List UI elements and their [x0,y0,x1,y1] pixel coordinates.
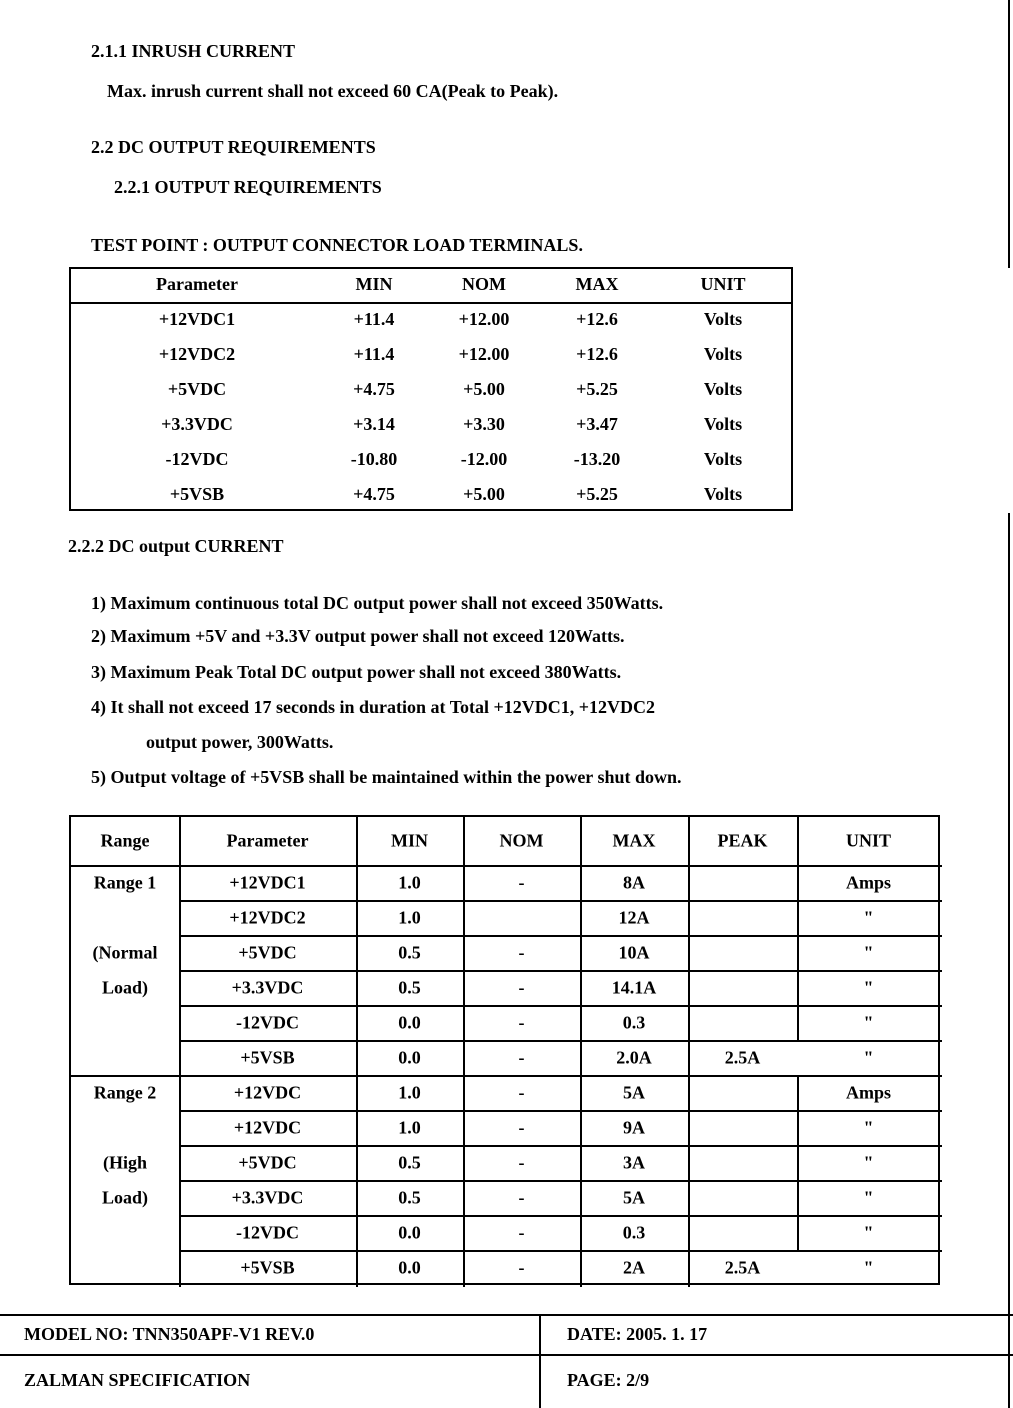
current-table-row-line [179,1040,942,1042]
inrush-text: Max. inrush current shall not exceed 60 CA(Peak to Peak). [107,81,559,101]
current-cell-min: 1.0 [398,1117,421,1137]
voltage-cell-unit: Volts [703,379,743,399]
footer-date: DATE: 2005. 1. 17 [567,1324,708,1344]
current-cell-parameter: +5VDC [238,1152,297,1172]
voltage-cell-unit: Volts [703,344,743,364]
current-table-row-line [179,935,942,937]
current-cell-max: 2A [623,1257,645,1277]
current-cell-nom: - [518,1047,525,1067]
current-cell-max: 12A [618,907,650,927]
voltage-cell-min: +11.4 [353,344,395,364]
voltage-header-nom: NOM [462,274,506,294]
voltage-cell-nom: +12.00 [458,309,510,329]
current-table-col-line [688,817,690,1287]
current-cell-min: 1.0 [398,1082,421,1102]
current-table-col-line [797,817,799,1040]
current-cell-nom: - [518,1257,525,1277]
current-cell-parameter: +5VSB [240,1257,295,1277]
current-cell-parameter: +3.3VDC [231,1187,304,1207]
voltage-cell-parameter: -12VDC [165,449,229,469]
voltage-cell-max: +12.6 [576,344,618,364]
voltage-cell-max: +5.25 [576,379,618,399]
current-cell-unit: " [863,1222,874,1242]
voltage-cell-min: +3.14 [353,414,395,434]
current-table-row-line [179,1250,942,1252]
voltage-cell-nom: +5.00 [463,379,505,399]
voltage-header-min: MIN [355,274,393,294]
voltage-cell-unit: Volts [703,414,743,434]
voltage-cell-parameter: +12VDC2 [158,344,236,364]
voltage-cell-parameter: +5VDC [167,379,227,399]
right-border-top [1008,0,1010,268]
current-cell-max: 14.1A [611,977,657,997]
current-cell-parameter: +3.3VDC [231,977,304,997]
voltage-cell-max: +3.47 [576,414,618,434]
current-cell-unit: " [863,1012,874,1032]
range2-label: Range 2 [93,1082,157,1102]
current-cell-unit: " [863,1187,874,1207]
output-req-title: 2.2.1 OUTPUT REQUIREMENTS [114,177,382,197]
current-cell-max: 5A [623,1187,645,1207]
current-cell-peak: 2.5A [724,1047,761,1067]
range2-label: (High [102,1152,148,1172]
current-cell-min: 0.5 [398,942,421,962]
current-cell-unit: " [863,1047,874,1067]
current-cell-max: 10A [618,942,650,962]
current-table-row-line [179,1145,942,1147]
current-cell-parameter: +5VSB [240,1047,295,1067]
voltage-cell-nom: +3.30 [463,414,505,434]
current-cell-min: 0.5 [398,1152,421,1172]
current-table-col-line [463,817,465,1287]
current-cell-parameter: -12VDC [236,1012,299,1032]
current-cell-parameter: -12VDC [236,1222,299,1242]
footer-model: MODEL NO: TNN350APF-V1 REV.0 [24,1324,315,1344]
note-4: 4) It shall not exceed 17 seconds in duration at Total +12VDC1, +12VDC2 [91,697,656,717]
current-cell-peak: 2.5A [724,1257,761,1277]
current-cell-unit: " [863,977,874,997]
current-cell-min: 1.0 [398,907,421,927]
current-cell-min: 1.0 [398,872,421,892]
voltage-table [69,267,793,511]
voltage-cell-parameter: +12VDC1 [158,309,236,329]
inrush-title: 2.1.1 INRUSH CURRENT [91,41,296,61]
range1-label: Load) [101,977,149,997]
current-header-range: Range [100,830,150,851]
current-header-nom: NOM [499,830,544,851]
current-cell-min: 0.0 [398,1222,421,1242]
dc-output-title: 2.2 DC OUTPUT REQUIREMENTS [91,137,376,157]
voltage-cell-nom: +12.00 [458,344,510,364]
current-table-row-line [179,900,942,902]
footer-divider [539,1314,541,1408]
current-cell-nom: - [518,872,525,892]
voltage-cell-parameter: +5VSB [169,484,225,504]
current-cell-max: 0.3 [622,1222,646,1242]
range2-label: Load) [101,1187,149,1207]
current-cell-parameter: +12VDC1 [229,872,306,892]
current-header-unit: UNIT [845,830,892,851]
current-cell-max: 8A [623,872,645,892]
current-cell-unit: " [863,942,874,962]
current-cell-nom: - [518,1012,525,1032]
current-table-row-line [179,1215,942,1217]
voltage-table-header-divider [71,302,791,304]
current-cell-max: 9A [623,1117,645,1137]
voltage-header-max: MAX [575,274,619,294]
current-cell-parameter: +12VDC [233,1117,302,1137]
current-cell-nom: - [518,1222,525,1242]
dc-current-title: 2.2.2 DC output CURRENT [68,536,284,556]
current-header-min: MIN [391,830,428,851]
range1-label: Range 1 [93,872,157,892]
current-table-header-divider [71,865,942,867]
current-table-col-line [580,817,582,1287]
current-table [69,815,940,1285]
current-cell-nom: - [518,1187,525,1207]
current-cell-min: 0.5 [398,977,421,997]
voltage-cell-max: +5.25 [576,484,618,504]
current-cell-nom: - [518,942,525,962]
current-cell-nom: - [518,977,525,997]
current-cell-max: 3A [623,1152,645,1172]
voltage-header-parameter: Parameter [156,274,238,294]
voltage-header-unit: UNIT [700,274,746,294]
current-cell-min: 0.0 [398,1012,421,1032]
current-cell-unit: " [863,1152,874,1172]
note-5: 5) Output voltage of +5VSB shall be maintained within the power shut down. [91,767,682,787]
current-table-col-line [179,817,181,1287]
current-table-group-divider [71,1075,942,1077]
range1-label: (Normal [92,942,158,962]
footer-top-line [0,1314,1013,1316]
current-cell-unit: Amps [845,872,892,892]
note-3: 3) Maximum Peak Total DC output power shall not exceed 380Watts. [91,662,622,682]
voltage-cell-min: -10.80 [350,449,398,469]
current-table-row-line [179,1180,942,1182]
current-cell-max: 0.3 [622,1012,646,1032]
voltage-cell-min: +4.75 [353,379,395,399]
voltage-cell-min: +11.4 [353,309,395,329]
note-1: 1) Maximum continuous total DC output power shall not exceed 350Watts. [91,593,664,613]
footer-spec: ZALMAN SPECIFICATION [24,1370,251,1390]
current-table-row-line [179,1110,942,1112]
current-header-peak: PEAK [717,830,768,851]
footer-mid-line [0,1354,1013,1356]
voltage-cell-parameter: +3.3VDC [161,414,233,434]
current-cell-min: 0.0 [398,1257,421,1277]
right-border-bottom [1008,513,1010,1408]
current-cell-unit: Amps [845,1082,892,1102]
current-cell-max: 5A [623,1082,645,1102]
current-cell-parameter: +5VDC [238,942,297,962]
current-table-col-line [797,1075,799,1250]
test-point-text: TEST POINT : OUTPUT CONNECTOR LOAD TERMINALS. [91,235,583,255]
current-cell-min: 0.5 [398,1187,421,1207]
current-table-row-line [179,970,942,972]
current-cell-unit: " [863,1117,874,1137]
current-cell-max: 2.0A [616,1047,652,1067]
current-cell-nom: - [518,1152,525,1172]
current-cell-nom: - [518,1117,525,1137]
voltage-cell-max: -13.20 [573,449,621,469]
current-table-row-line [179,1005,942,1007]
current-cell-parameter: +12VDC2 [229,907,306,927]
current-cell-parameter: +12VDC [233,1082,302,1102]
voltage-cell-unit: Volts [703,309,743,329]
current-header-max: MAX [612,830,656,851]
footer-page: PAGE: 2/9 [567,1370,650,1390]
note-4-continued: output power, 300Watts. [146,732,334,752]
voltage-cell-min: +4.75 [353,484,395,504]
current-header-parameter: Parameter [226,830,309,851]
voltage-cell-unit: Volts [703,449,743,469]
note-2: 2) Maximum +5V and +3.3V output power shall not exceed 120Watts. [91,626,625,646]
current-cell-unit: " [863,1257,874,1277]
voltage-cell-max: +12.6 [576,309,618,329]
current-table-col-line [356,817,358,1287]
voltage-cell-nom: +5.00 [463,484,505,504]
voltage-cell-nom: -12.00 [460,449,508,469]
current-cell-unit: " [863,907,874,927]
voltage-cell-unit: Volts [703,484,743,504]
current-cell-min: 0.0 [398,1047,421,1067]
current-cell-nom: - [518,1082,525,1102]
